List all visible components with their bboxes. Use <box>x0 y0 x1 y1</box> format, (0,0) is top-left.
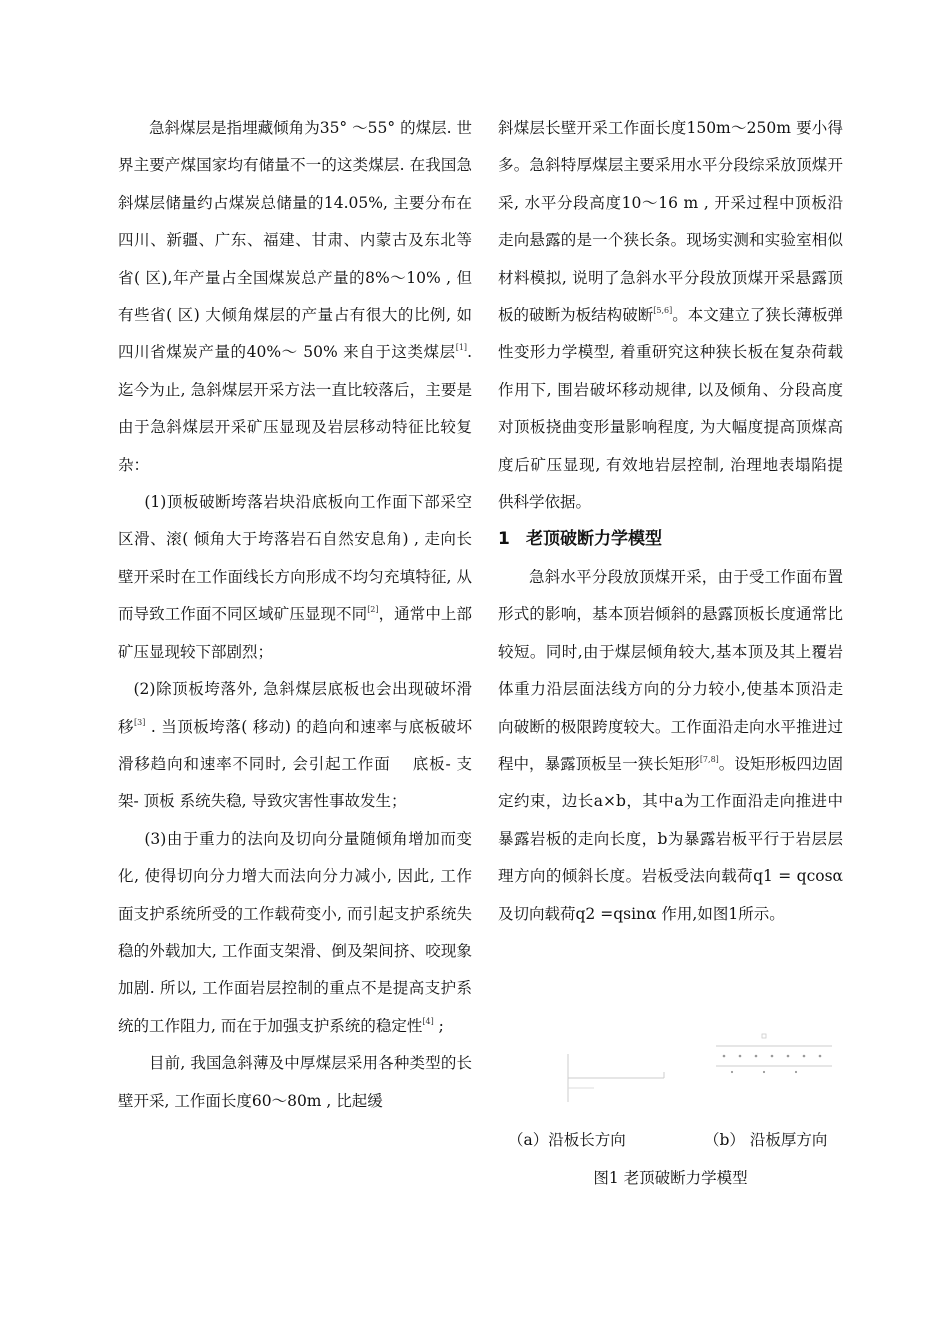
section-number: 1 <box>498 529 510 550</box>
citation: [7,8] <box>699 754 719 764</box>
paragraph-item-1: (1)顶板破断垮落岩块沿底板向工作面下部采空区滑、滚( 倾角大于垮落岩石自然安息角) , 走向长壁开采时在工作面线长方向形成不均匀充填特征, 从而导致工作面不同区域矿压显现不同[2]，通常中上部矿压显现较下部剧烈； <box>118 493 472 661</box>
paragraph-intro: 急斜煤层是指埋藏倾角为35° ～55° 的煤层. 世界主要产煤国家均有储量不一的这类煤层. 在我国急斜煤层储量约占煤炭总储量的14.05%, 主要分布在四川、新疆、广东、福建、甘肃、内蒙古及东北等省( 区),年产量占全国煤炭总产量的8%～10% , 但有些省( 区) 大倾角煤层的产量占有很大的比例, 如四川省煤炭产量的40%～ 50% 来自于这类煤层[1]. 迄今为止, 急斜煤层开采方法一直比较落后，主要是由于急斜煤层开采矿压显现及岩层移动特征比较复杂： <box>118 119 472 474</box>
left-column <box>118 110 472 1120</box>
section-title: 老顶破断力学模型 <box>526 529 662 550</box>
paragraph-continued: 斜煤层长壁开采工作面长度150m～250m 要小得多。急斜特厚煤层主要采用水平分段综采放顶煤开采, 水平分段高度10～16 m , 开采过程中顶板沿走向悬露的是一个狭长条。现场实测和实验室相似材料模拟, 说明了急斜水平分段放顶煤开采悬露顶板的破断为板结构破断[5,6]。本文建立了狭长薄板弹性变形力学模型, 着重研究这种狭长板在复杂荷载作用下, 围岩破坏移动规律, 以及倾角、分段高度对顶板挠曲变形量影响程度, 为大幅度提高顶煤高度后矿压显现, 有效地岩层控制, 治理地表塌陷提供科学依据。 <box>498 119 843 512</box>
paragraph-item-2: (2)除顶板垮落外, 急斜煤层底板也会出现破坏滑移[3] . 当顶板垮落( 移动) 的趋向和速率与底板破坏滑移趋向和速率不同时, 会引起工作面 底板- 支架- 顶板 系统失稳, 导致灾害性事故发生； <box>118 680 472 811</box>
paragraph-item-3: (3)由于重力的法向及切向分量随倾角增加而变化, 使得切向分力增大而法向分力减小, 因此, 工作面支护系统所受的工作载荷变小, 而引起支护系统失稳的外载加大, 工作面支架滑、倒及架间挤、咬现象加剧. 所以, 工作面岩层控制的重点不是提高支护系统的工作阻力, 而在于加强支护系统的稳定性[4] ; <box>118 829 472 1035</box>
citation: [2] <box>367 605 379 615</box>
citation: [4] <box>422 1016 434 1026</box>
figure-b-diagram <box>714 1032 834 1092</box>
section-heading <box>498 521 843 558</box>
citation: [5,6] <box>653 306 673 316</box>
paragraph-model: 急斜水平分段放顶煤开采，由于受工作面布置形式的影响，基本顶岩倾斜的悬露顶板长度通常比较短。同时,由于煤层倾角较大,基本顶及其上覆岩体重力沿层面法线方向的分力较小,使基本顶沿走向破断的极限跨度较大。工作面沿走向水平推进过程中，暴露顶板呈一狭长矩形[7,8]。设矩形板四边固定约束，边长a×b，其中a为工作面沿走向推进中暴露岩板的走向长度，b为暴露岩板平行于岩层层理方向的倾斜长度。岩板受法向载荷q1 = qcosα 及切向载荷q2 =qsinα 作用,如图1所示。 <box>498 567 843 923</box>
citation: [1] <box>455 343 468 353</box>
right-column <box>498 110 843 933</box>
figure-a-diagram <box>564 1050 674 1110</box>
paragraph-current-methods: 目前, 我国急斜薄及中厚煤层采用各种类型的长壁开采, 工作面长度60～80m , 比起缓 <box>118 1054 472 1110</box>
caption-b: （b） 沿板厚方向 <box>704 1131 828 1149</box>
figure-title: 图1 老顶破断力学模型 <box>593 1169 748 1187</box>
citation: [3] <box>134 717 146 727</box>
caption-a: （a）沿板长方向 <box>508 1131 626 1149</box>
figure-1 <box>498 1020 843 1210</box>
